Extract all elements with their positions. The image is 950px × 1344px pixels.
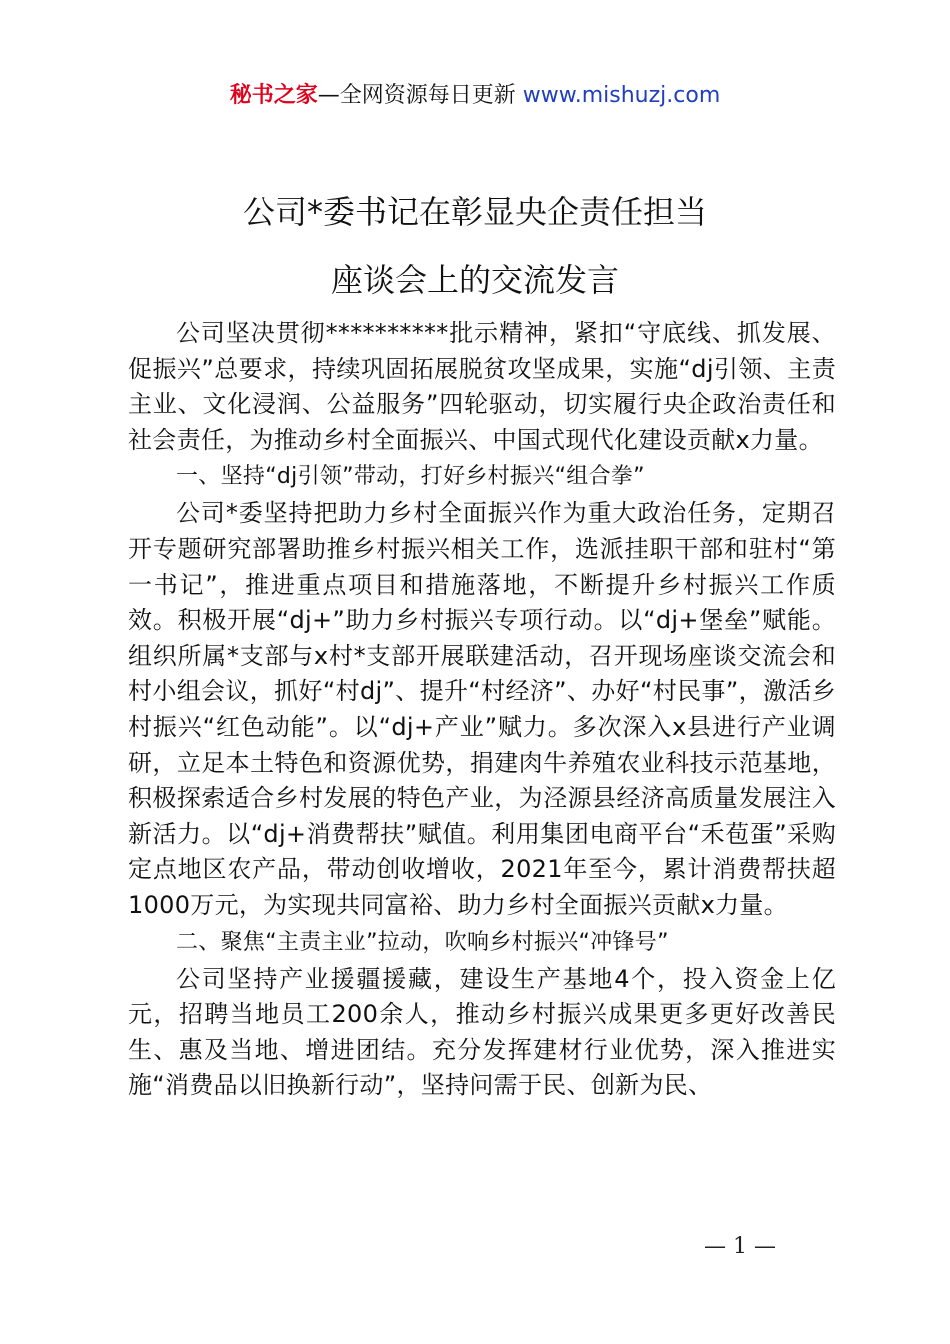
site-header [0,80,950,112]
intro-paragraph: 公司坚决贯彻**********批示精神，紧扣“守底线、抓发展、促振兴”总要求，持续巩固拓展脱贫攻坚成果，实施“dj引领、主责主业、文化浸润、公益服务”四轮驱动，切实履行央企政治责任和社会责任，为推动乡村全面振兴、中国式现代化建设贡献x力量。 [128,319,836,454]
section-heading-1: 一、坚持“dj引领”带动，打好乡村振兴“组合拳” [176,464,645,490]
site-url-link[interactable]: www.mishuzj.com [522,83,721,108]
document-title-line-2: 座谈会上的交流发言 [330,261,619,299]
page-number: — 1 — [704,1234,776,1259]
document-title-line-1: 公司*委书记在彰显央企责任担当 [242,193,707,231]
section-2-paragraph: 公司坚持产业援疆援藏，建设生产基地4个，投入资金上亿元，招聘当地员工200余人，推动乡村振兴成果更多更好改善民生、惠及当地、增进团结。充分发挥建材行业优势，深入推进实施“消费品以旧换新行动”，坚持问需于民、创新为民、 [128,964,836,1100]
section-1-paragraph: 公司*委坚持把助力乡村全面振兴作为重大政治任务，定期召开专题研究部署助推乡村振兴相关工作，选派挂职干部和驻村“第一书记”，推进重点项目和措施落地，不断提升乡村振兴工作质效。积极开展“dj+”助力乡村振兴专项行动。以“dj+堡垒”赋能。组织所属*支部与x村*支部开展联建活动，召开现场座谈交流会和村小组会议，抓好“村dj”、提升“村经济”、办好“村民事”，激活乡村振兴“红色动能”。以“dj+产业”赋力。多次深入x县进行产业调研，立足本土特色和资源优势，捐建肉牛养殖农业科技示范基地，积极探索适合乡村发展的特色产业，为泾源县经济高质量发展注入新活力。以“dj+消费帮扶”赋值。利用集团电商平台“禾苞蛋”采购定点地区农产品，带动创收增收，2021年至今，累计消费帮扶超1000万元，为实现共同富裕、助力乡村全面振兴贡献x力量。 [128,499,836,919]
document-body [128,316,836,1104]
section-heading-2: 二、聚焦“主责主业”拉动，吹响乡村振兴“冲锋号” [176,929,669,955]
brand-name: 秘书之家 [229,83,318,108]
header-tagline: —全网资源每日更新 [317,83,523,108]
